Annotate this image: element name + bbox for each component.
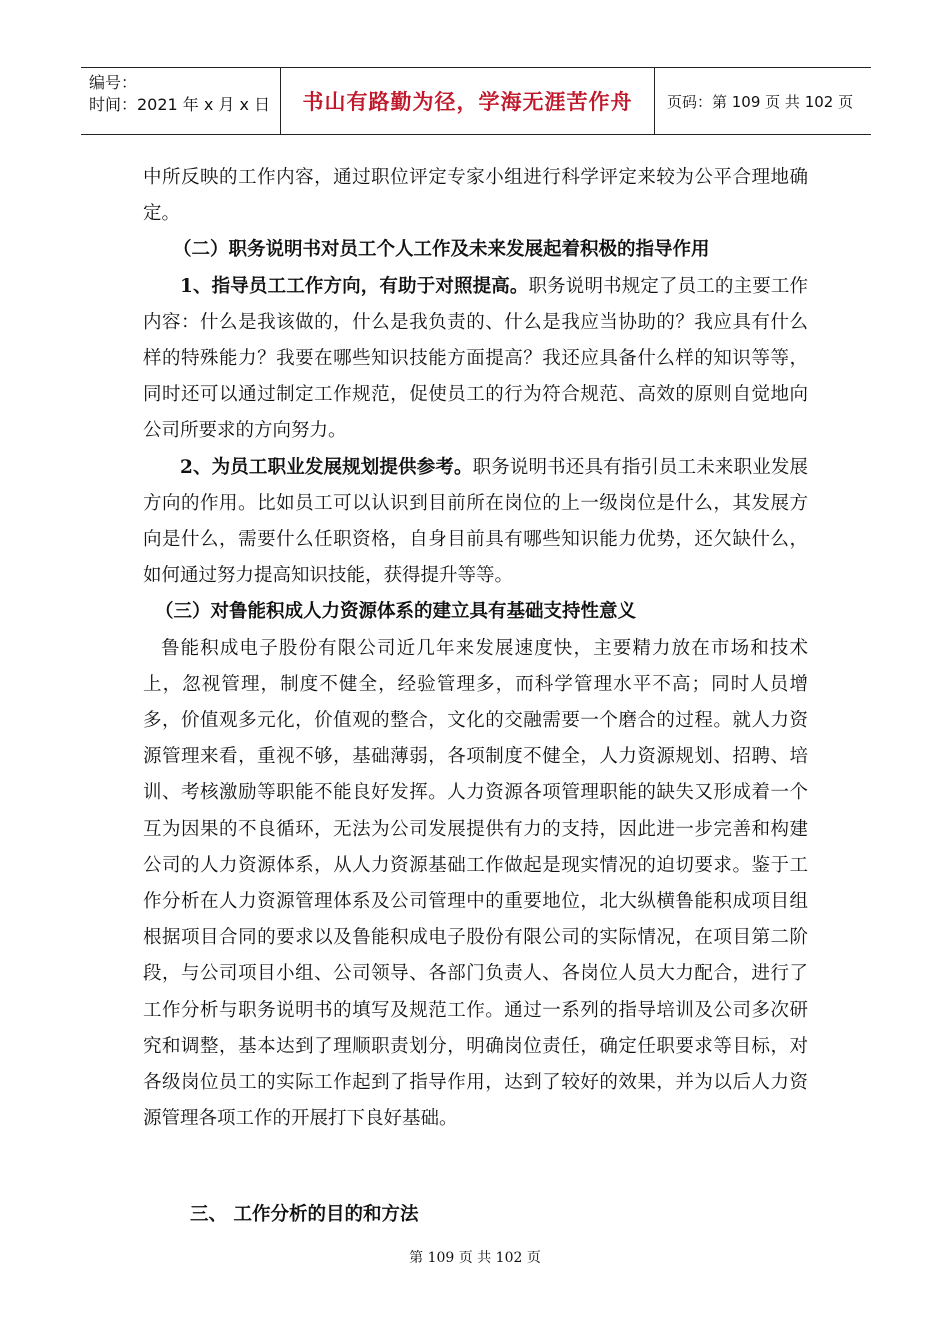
paragraph-company: 鲁能积成电子股份有限公司近几年来发展速度快，主要精力放在市场和技术上，忽视管理，制度不健全，经验管理多，而科学管理水平不高；同时人员增多，价值观多元化，价值观的整合，文化的交融需要一个磨合的过程。就人力资源管理来看，重视不够，基础薄弱，各项制度不健全，人力资源规划、招聘、培训、考核激励等职能不能良好发挥。人力资源各项管理职能的缺失又形成着一个互为因果的不良循环，无法为公司发展提供有力的支持，因此进一步完善和构建公司的人力资源体系，从人力资源基础工作做起是现实情况的迫切要求。鉴于工作分析在人力资源管理体系及公司管理中的重要地位，北大纵横鲁能积成项目组根据项目合同的要求以及鲁能积成电子股份有限公司的实际情况，在项目第二阶段，与公司项目小组、公司领导、各部门负责人、各岗位人员大力配合，进行了工作分析与职务说明书的填写及规范工作。通过一系列的指导培训及公司多次研究和调整，基本达到了理顺职责划分，明确岗位责任，确定任职要求等目标，对各级岗位员工的实际工作起到了指导作用，达到了较好的效果，并为以后人力资源管理各项工作的开展打下良好基础。 (143, 637, 808, 1130)
subheading-3: （三）对鲁能积成人力资源体系的建立具有基础支持性意义 (155, 601, 637, 623)
header-meta-cell (81, 68, 281, 134)
paragraph-career (143, 450, 808, 595)
paragraph-career-lead: 2、为员工职业发展规划提供参考。 (180, 456, 473, 478)
page-footer: 第 109 页 共 102 页 (409, 1250, 541, 1266)
paragraph-guidance (143, 269, 808, 450)
page-header (81, 67, 871, 135)
paragraph-guidance-text: 职务说明书规定了员工的主要工作内容：什么是我该做的，什么是我负责的、什么是我应当协助的？我应具有什么样的特殊能力？我要在哪些知识技能方面提高？我还应具备什么样的知识等等，同时还可以通过制定工作规范，促使员工的行为符合规范、高效的原则自觉地向公司所要求的方向努力。 (143, 275, 808, 442)
section-heading-3: 三、 工作分析的目的和方法 (190, 1204, 419, 1225)
paragraph-continued: 中所反映的工作内容，通过职位评定专家小组进行科学评定来较为公平合理地确定。 (143, 167, 808, 225)
document-body (143, 160, 808, 1137)
page-info: 页码：第 109 页 共 102 页 (667, 92, 854, 111)
paragraph-career-text: 职务说明书还具有指引员工未来职业发展方向的作用。比如员工可以认识到目前所在岗位的上一级岗位是什么，其发展方向是什么，需要什么任职资格，自身目前具有哪些知识能力优势，还欠缺什么，如何通过努力提高知识技能，获得提升等等。 (143, 456, 808, 587)
paragraph-guidance-lead: 1、指导员工工作方向，有助于对照提高。 (180, 275, 529, 297)
number-label: 编号： (89, 73, 138, 92)
motto-text: 书山有路勤为径，学海无涯苦作舟 (302, 90, 633, 114)
subheading-2: （二）职务说明书对员工个人工作及未来发展起着积极的指导作用 (173, 239, 710, 261)
date-label: 时间：2021 年 x 月 x 日 (89, 95, 271, 114)
header-page-cell (655, 68, 871, 134)
header-motto-cell (281, 68, 655, 134)
